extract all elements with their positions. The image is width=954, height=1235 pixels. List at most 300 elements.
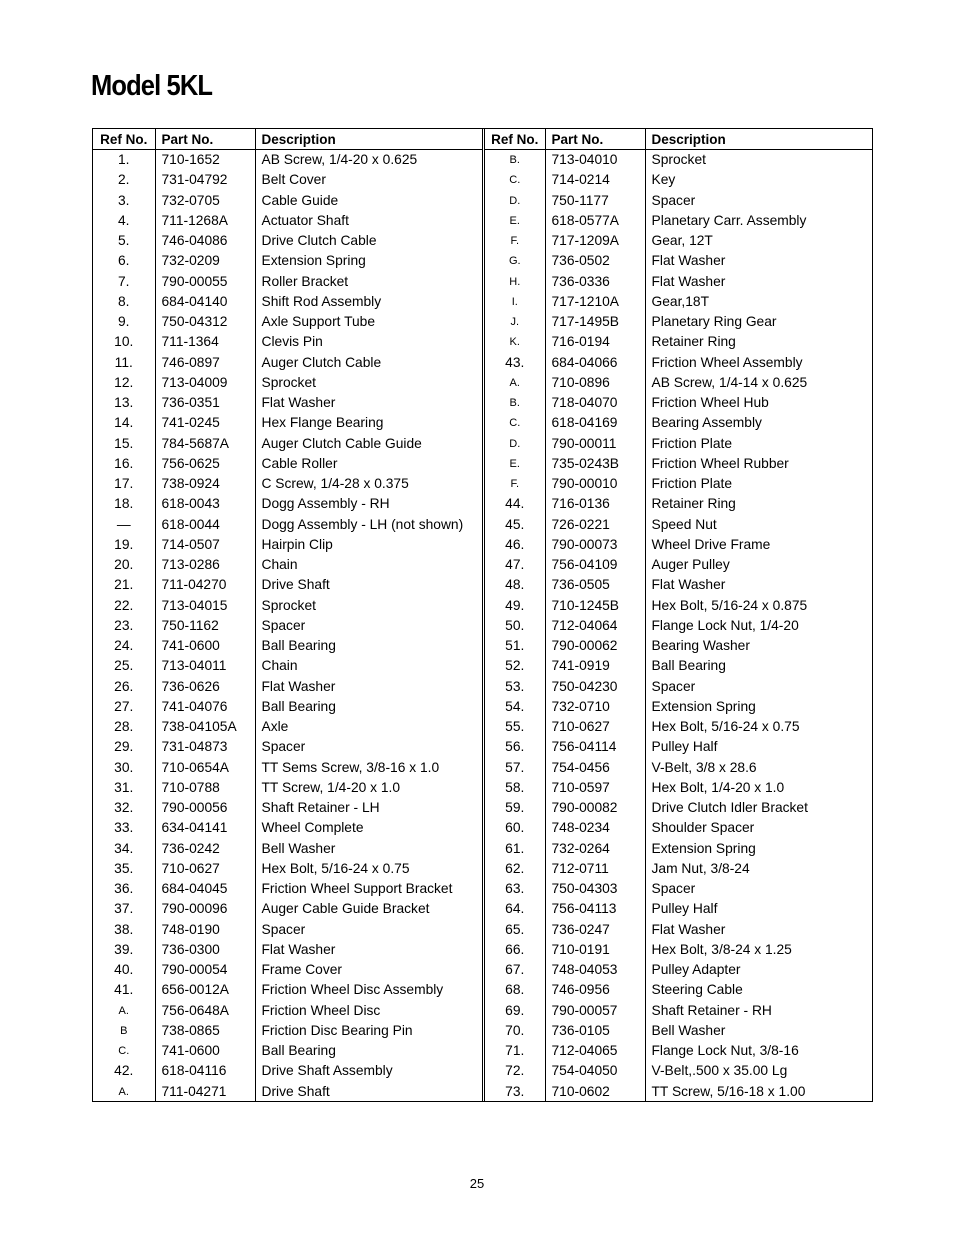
ref-no-cell: 2. (93, 170, 155, 190)
table-row (93, 211, 482, 231)
part-no-cell: 713-04011 (155, 656, 255, 676)
description-cell: Extension Spring (651, 698, 756, 714)
table-row (485, 899, 872, 919)
part-no-cell: 634-04141 (155, 818, 255, 838)
table-row (93, 1061, 482, 1081)
description-cell: Frame Cover (261, 962, 342, 978)
ref-no-cell: G. (485, 251, 545, 271)
ref-no-cell: 66. (485, 940, 545, 960)
description-cell: Gear, 12T (651, 233, 713, 249)
table-row (93, 879, 482, 899)
table-row (485, 494, 872, 514)
description-cell: Speed Nut (651, 516, 717, 532)
part-no-cell: 790-00054 (155, 960, 255, 980)
description-cell: Cable Guide (261, 192, 339, 208)
part-no-cell: 713-04009 (155, 373, 255, 393)
ref-no-cell: A. (93, 1082, 155, 1102)
part-no-cell: 713-04010 (545, 150, 645, 171)
ref-no-cell: 47. (485, 555, 545, 575)
table-row (93, 535, 482, 555)
part-no-cell: 748-0190 (155, 920, 255, 940)
ref-no-cell: C. (93, 1041, 155, 1061)
part-no-cell: 748-04053 (545, 960, 645, 980)
description-cell: Hex Bolt, 5/16-24 x 0.75 (261, 860, 410, 876)
table-row (485, 231, 872, 251)
table-row (93, 1021, 482, 1041)
description-cell: Ball Bearing (261, 698, 336, 714)
description-cell: Auger Pulley (651, 557, 730, 573)
description-cell: Hex Flange Bearing (261, 415, 384, 431)
table-row (93, 474, 482, 494)
part-no-cell: 736-0105 (545, 1021, 645, 1041)
ref-no-cell: B. (485, 150, 545, 171)
description-cell: Extension Spring (651, 840, 756, 856)
ref-no-cell: E. (485, 454, 545, 474)
ref-no-cell: 30. (93, 758, 155, 778)
ref-no-cell: B (93, 1021, 155, 1041)
ref-no-cell: 70. (485, 1021, 545, 1041)
description-cell: Wheel Drive Frame (651, 536, 771, 552)
table-row (93, 899, 482, 919)
description-cell: Hex Bolt, 1/4-20 x 1.0 (651, 779, 785, 795)
table-row (485, 677, 872, 697)
ref-no-cell: 19. (93, 535, 155, 555)
ref-no-cell: 4. (93, 211, 155, 231)
parts-table-left (93, 129, 482, 1101)
part-no-cell: 741-0919 (545, 656, 645, 676)
part-no-cell: 716-0136 (545, 494, 645, 514)
part-no-cell: 756-0648A (155, 1001, 255, 1021)
ref-no-cell: 12. (93, 373, 155, 393)
part-no-cell: 618-0577A (545, 211, 645, 231)
ref-no-cell: 55. (485, 717, 545, 737)
description-cell: Friction Wheel Assembly (651, 354, 803, 370)
table-row (93, 272, 482, 292)
description-cell: Drive Clutch Cable (261, 233, 377, 249)
ref-no-cell: 46. (485, 535, 545, 555)
ref-no-cell: 14. (93, 413, 155, 433)
description-cell: Shoulder Spacer (651, 820, 755, 836)
ref-no-cell: 50. (485, 616, 545, 636)
description-cell: Axle Support Tube (261, 314, 376, 330)
table-row (485, 717, 872, 737)
page-number: 25 (469, 1176, 485, 1191)
table-row (485, 1021, 872, 1041)
ref-no-cell: 57. (485, 758, 545, 778)
part-no-cell: 736-0626 (155, 677, 255, 697)
ref-no-cell: B. (485, 393, 545, 413)
description-cell: TT Screw, 1/4-20 x 1.0 (261, 779, 401, 795)
part-no-cell: 738-0924 (155, 474, 255, 494)
ref-no-cell: 62. (485, 859, 545, 879)
table-row (93, 1041, 482, 1061)
table-row (93, 434, 482, 454)
part-no-cell: 736-0242 (155, 839, 255, 859)
description-cell: Spacer (261, 921, 306, 937)
description-cell: Spacer (651, 881, 696, 897)
ref-no-cell: 69. (485, 1001, 545, 1021)
description-cell: Pulley Adapter (651, 962, 741, 978)
part-no-cell: 618-04116 (155, 1061, 255, 1081)
ref-no-cell: 42. (93, 1061, 155, 1081)
table-row (485, 515, 872, 535)
part-no-cell: 618-0044 (155, 515, 255, 535)
ref-no-cell: 52. (485, 656, 545, 676)
ref-no-cell: 64. (485, 899, 545, 919)
description-cell: Roller Bracket (261, 273, 349, 289)
ref-no-cell: 60. (485, 818, 545, 838)
description-cell: Drive Shaft Assembly (261, 1063, 393, 1079)
ref-no-cell: 51. (485, 636, 545, 656)
ref-no-cell: C. (485, 413, 545, 433)
table-row (485, 940, 872, 960)
part-no-cell: 714-0507 (155, 535, 255, 555)
description-cell: Axle (261, 719, 289, 735)
part-no-cell: 618-0043 (155, 494, 255, 514)
description-cell: Sprocket (261, 374, 316, 390)
part-no-cell: 710-0597 (545, 778, 645, 798)
ref-no-cell: 13. (93, 393, 155, 413)
table-row (485, 474, 872, 494)
part-no-cell: 741-0245 (155, 413, 255, 433)
description-cell: Flat Washer (651, 921, 726, 937)
ref-no-cell: 1. (93, 150, 155, 171)
part-no-cell: 750-04312 (155, 312, 255, 332)
part-no-cell: 790-00062 (545, 636, 645, 656)
table-row (485, 798, 872, 818)
table-row (485, 373, 872, 393)
table-row (93, 596, 482, 616)
table-row (485, 170, 872, 190)
description-cell: Sprocket (651, 152, 706, 168)
table-row (485, 758, 872, 778)
table-row (485, 413, 872, 433)
description-cell: Gear,18T (651, 293, 710, 309)
description-cell: AB Screw, 1/4-20 x 0.625 (261, 152, 418, 168)
ref-no-cell: 9. (93, 312, 155, 332)
ref-no-cell: F. (485, 474, 545, 494)
part-no-cell: 736-0505 (545, 575, 645, 595)
description-cell: Clevis Pin (261, 334, 323, 350)
table-row (485, 272, 872, 292)
part-no-cell: 710-1652 (155, 150, 255, 171)
part-no-cell: 790-00057 (545, 1001, 645, 1021)
part-no-cell: 711-04271 (155, 1082, 255, 1102)
table-row (93, 332, 482, 352)
ref-no-cell: 6. (93, 251, 155, 271)
table-row (485, 1001, 872, 1021)
table-row (93, 980, 482, 1000)
table-row (485, 312, 872, 332)
description-cell: Actuator Shaft (261, 212, 349, 228)
description-cell: Ball Bearing (261, 638, 336, 654)
description-cell: Spacer (651, 192, 696, 208)
ref-no-cell: 31. (93, 778, 155, 798)
page-title: Model 5KL (91, 70, 213, 102)
description-cell: Bell Washer (651, 1022, 726, 1038)
description-cell: Planetary Carr. Assembly (651, 212, 807, 228)
ref-no-cell: 11. (93, 353, 155, 373)
part-no-cell: 756-04114 (545, 737, 645, 757)
part-no-cell: 712-0711 (545, 859, 645, 879)
part-no-cell: 736-0502 (545, 251, 645, 271)
ref-no-cell: 3. (93, 191, 155, 211)
ref-no-cell: 8. (93, 292, 155, 312)
part-no-cell: 711-04270 (155, 575, 255, 595)
description-cell: Friction Plate (651, 435, 733, 451)
part-no-cell: 710-0627 (155, 859, 255, 879)
ref-no-cell: 73. (485, 1082, 545, 1102)
part-no-cell: 710-0602 (545, 1082, 645, 1102)
part-no-cell: 731-04792 (155, 170, 255, 190)
description-cell: Flange Lock Nut, 3/8-16 (651, 1043, 799, 1059)
ref-no-cell: 72. (485, 1061, 545, 1081)
table-row (485, 353, 872, 373)
table-row (93, 677, 482, 697)
table-row (93, 353, 482, 373)
table-row (485, 859, 872, 879)
table-row (93, 616, 482, 636)
description-cell: Planetary Ring Gear (651, 314, 777, 330)
part-no-cell: 656-0012A (155, 980, 255, 1000)
table-row (485, 535, 872, 555)
table-row (93, 150, 482, 171)
part-no-cell: 710-0654A (155, 758, 255, 778)
part-no-cell: 750-04230 (545, 677, 645, 697)
table-row (93, 292, 482, 312)
ref-no-cell: 37. (93, 899, 155, 919)
ref-no-cell: 59. (485, 798, 545, 818)
table-row (485, 737, 872, 757)
ref-no-cell: 63. (485, 879, 545, 899)
part-no-cell: 784-5687A (155, 434, 255, 454)
ref-no-cell: 33. (93, 818, 155, 838)
table-row (485, 1061, 872, 1081)
ref-no-cell: 27. (93, 697, 155, 717)
table-row (93, 251, 482, 271)
part-no-cell: 713-04015 (155, 596, 255, 616)
ref-no-cell: D. (485, 191, 545, 211)
part-no-cell: 790-00082 (545, 798, 645, 818)
table-row (93, 413, 482, 433)
part-no-cell: 736-0247 (545, 920, 645, 940)
description-cell: Bearing Assembly (651, 415, 762, 431)
ref-no-cell: J. (485, 312, 545, 332)
table-row (485, 393, 872, 413)
table-row (93, 170, 482, 190)
description-cell: Flat Washer (651, 253, 726, 269)
description-cell: Drive Clutch Idler Bracket (651, 800, 808, 816)
ref-no-cell: 18. (93, 494, 155, 514)
part-no-cell: 717-1210A (545, 292, 645, 312)
ref-no-cell: 15. (93, 434, 155, 454)
ref-no-cell: 35. (93, 859, 155, 879)
description-cell: Dogg Assembly - RH (261, 496, 390, 512)
description-cell: Flat Washer (651, 273, 726, 289)
description-cell: Friction Plate (651, 476, 733, 492)
ref-no-cell: A. (485, 373, 545, 393)
part-no-cell: 746-0956 (545, 980, 645, 1000)
description-cell: Bearing Washer (651, 638, 750, 654)
ref-no-cell: 36. (93, 879, 155, 899)
description-cell: TT Sems Screw, 3/8-16 x 1.0 (261, 759, 440, 775)
part-no-cell: 732-0710 (545, 697, 645, 717)
ref-no-cell: 67. (485, 960, 545, 980)
table-row (485, 697, 872, 717)
parts-table-right (482, 129, 872, 1101)
table-row (93, 778, 482, 798)
ref-no-cell: 68. (485, 980, 545, 1000)
table-row (93, 454, 482, 474)
parts-rows-left (93, 150, 482, 1102)
description-cell: Drive Shaft (261, 1083, 330, 1099)
table-row (485, 616, 872, 636)
part-no-cell: 726-0221 (545, 515, 645, 535)
description-cell: Extension Spring (261, 253, 366, 269)
table-row (93, 231, 482, 251)
ref-no-cell: K. (485, 332, 545, 352)
table-row (485, 434, 872, 454)
table-row (93, 494, 482, 514)
ref-no-cell: A. (93, 1001, 155, 1021)
parts-list-right (485, 129, 872, 1102)
ref-no-cell: 41. (93, 980, 155, 1000)
part-no-cell: 790-00010 (545, 474, 645, 494)
part-no-cell: 731-04873 (155, 737, 255, 757)
description-cell: Drive Shaft (261, 577, 330, 593)
part-no-cell: 710-1245B (545, 596, 645, 616)
description-cell: Sprocket (261, 597, 316, 613)
part-no-cell: 736-0351 (155, 393, 255, 413)
ref-no-cell: 32. (93, 798, 155, 818)
ref-no-cell: 56. (485, 737, 545, 757)
part-no-cell: 790-00055 (155, 272, 255, 292)
part-no-cell: 736-0300 (155, 940, 255, 960)
table-row (485, 575, 872, 595)
table-row (93, 636, 482, 656)
table-row (485, 839, 872, 859)
description-cell: Shift Rod Assembly (261, 293, 382, 309)
part-no-cell: 718-04070 (545, 393, 645, 413)
table-row (485, 555, 872, 575)
part-no-cell: 736-0336 (545, 272, 645, 292)
ref-no-cell: I. (485, 292, 545, 312)
header-description: Description (255, 129, 482, 150)
description-cell: Chain (261, 557, 298, 573)
description-cell: Flange Lock Nut, 1/4-20 (651, 617, 799, 633)
part-no-cell: 738-0865 (155, 1021, 255, 1041)
part-no-cell: 756-0625 (155, 454, 255, 474)
table-row (93, 1082, 482, 1102)
description-cell: Friction Wheel Support Bracket (261, 881, 453, 897)
description-cell: Wheel Complete (261, 820, 364, 836)
ref-no-cell: 54. (485, 697, 545, 717)
table-row (93, 515, 482, 535)
ref-no-cell: 24. (93, 636, 155, 656)
ref-no-cell: 28. (93, 717, 155, 737)
ref-no-cell: 44. (485, 494, 545, 514)
description-cell: Flat Washer (261, 941, 336, 957)
part-no-cell: 790-00011 (545, 434, 645, 454)
description-cell: Ball Bearing (261, 1043, 336, 1059)
part-no-cell: 741-0600 (155, 636, 255, 656)
ref-no-cell: 39. (93, 940, 155, 960)
table-row (485, 920, 872, 940)
table-row (485, 818, 872, 838)
ref-no-cell: 21. (93, 575, 155, 595)
table-row (93, 373, 482, 393)
part-no-cell: 748-0234 (545, 818, 645, 838)
table-row (93, 798, 482, 818)
part-no-cell: 746-04086 (155, 231, 255, 251)
part-no-cell: 750-04303 (545, 879, 645, 899)
table-row (93, 575, 482, 595)
table-row (93, 920, 482, 940)
description-cell: Pulley Half (651, 739, 718, 755)
description-cell: Spacer (261, 739, 306, 755)
description-cell: Friction Wheel Disc Assembly (261, 982, 444, 998)
table-row (485, 251, 872, 271)
ref-no-cell: D. (485, 434, 545, 454)
part-no-cell: 732-0264 (545, 839, 645, 859)
part-no-cell: 710-0627 (545, 717, 645, 737)
ref-no-cell: 38. (93, 920, 155, 940)
part-no-cell: 750-1162 (155, 616, 255, 636)
description-cell: Key (651, 172, 676, 188)
ref-no-cell: 43. (485, 353, 545, 373)
part-no-cell: 756-04109 (545, 555, 645, 575)
description-cell: Spacer (261, 617, 306, 633)
ref-no-cell: 29. (93, 737, 155, 757)
header-ref-no: Ref No. (93, 129, 155, 150)
ref-no-cell: 20. (93, 555, 155, 575)
description-cell: Belt Cover (261, 172, 326, 188)
ref-no-cell: 34. (93, 839, 155, 859)
description-cell: C Screw, 1/4-28 x 0.375 (261, 476, 409, 492)
ref-no-cell: 58. (485, 778, 545, 798)
description-cell: TT Screw, 5/16-18 x 1.00 (651, 1083, 806, 1099)
parts-list-left (93, 129, 482, 1102)
part-no-cell: 717-1209A (545, 231, 645, 251)
part-no-cell: 710-0788 (155, 778, 255, 798)
ref-no-cell: 22. (93, 596, 155, 616)
description-cell: Spacer (651, 678, 696, 694)
ref-no-cell: 23. (93, 616, 155, 636)
table-row (485, 150, 872, 171)
table-row (485, 292, 872, 312)
description-cell: Hex Bolt, 3/8-24 x 1.25 (651, 941, 792, 957)
ref-no-cell: 5. (93, 231, 155, 251)
part-no-cell: 790-00096 (155, 899, 255, 919)
ref-no-cell: 40. (93, 960, 155, 980)
ref-no-cell: 49. (485, 596, 545, 616)
table-row (93, 191, 482, 211)
part-no-cell: 735-0243B (545, 454, 645, 474)
ref-no-cell: 26. (93, 677, 155, 697)
description-cell: V-Belt,.500 x 35.00 Lg (651, 1063, 788, 1079)
ref-no-cell: 53. (485, 677, 545, 697)
table-row (485, 1041, 872, 1061)
part-no-cell: 754-04050 (545, 1061, 645, 1081)
description-cell: Friction Wheel Hub (651, 395, 769, 411)
description-cell: Flat Washer (651, 577, 726, 593)
table-row (485, 980, 872, 1000)
description-cell: Ball Bearing (651, 658, 726, 674)
table-row (485, 960, 872, 980)
ref-no-cell: 17. (93, 474, 155, 494)
table-row (485, 454, 872, 474)
description-cell: Flat Washer (261, 678, 336, 694)
